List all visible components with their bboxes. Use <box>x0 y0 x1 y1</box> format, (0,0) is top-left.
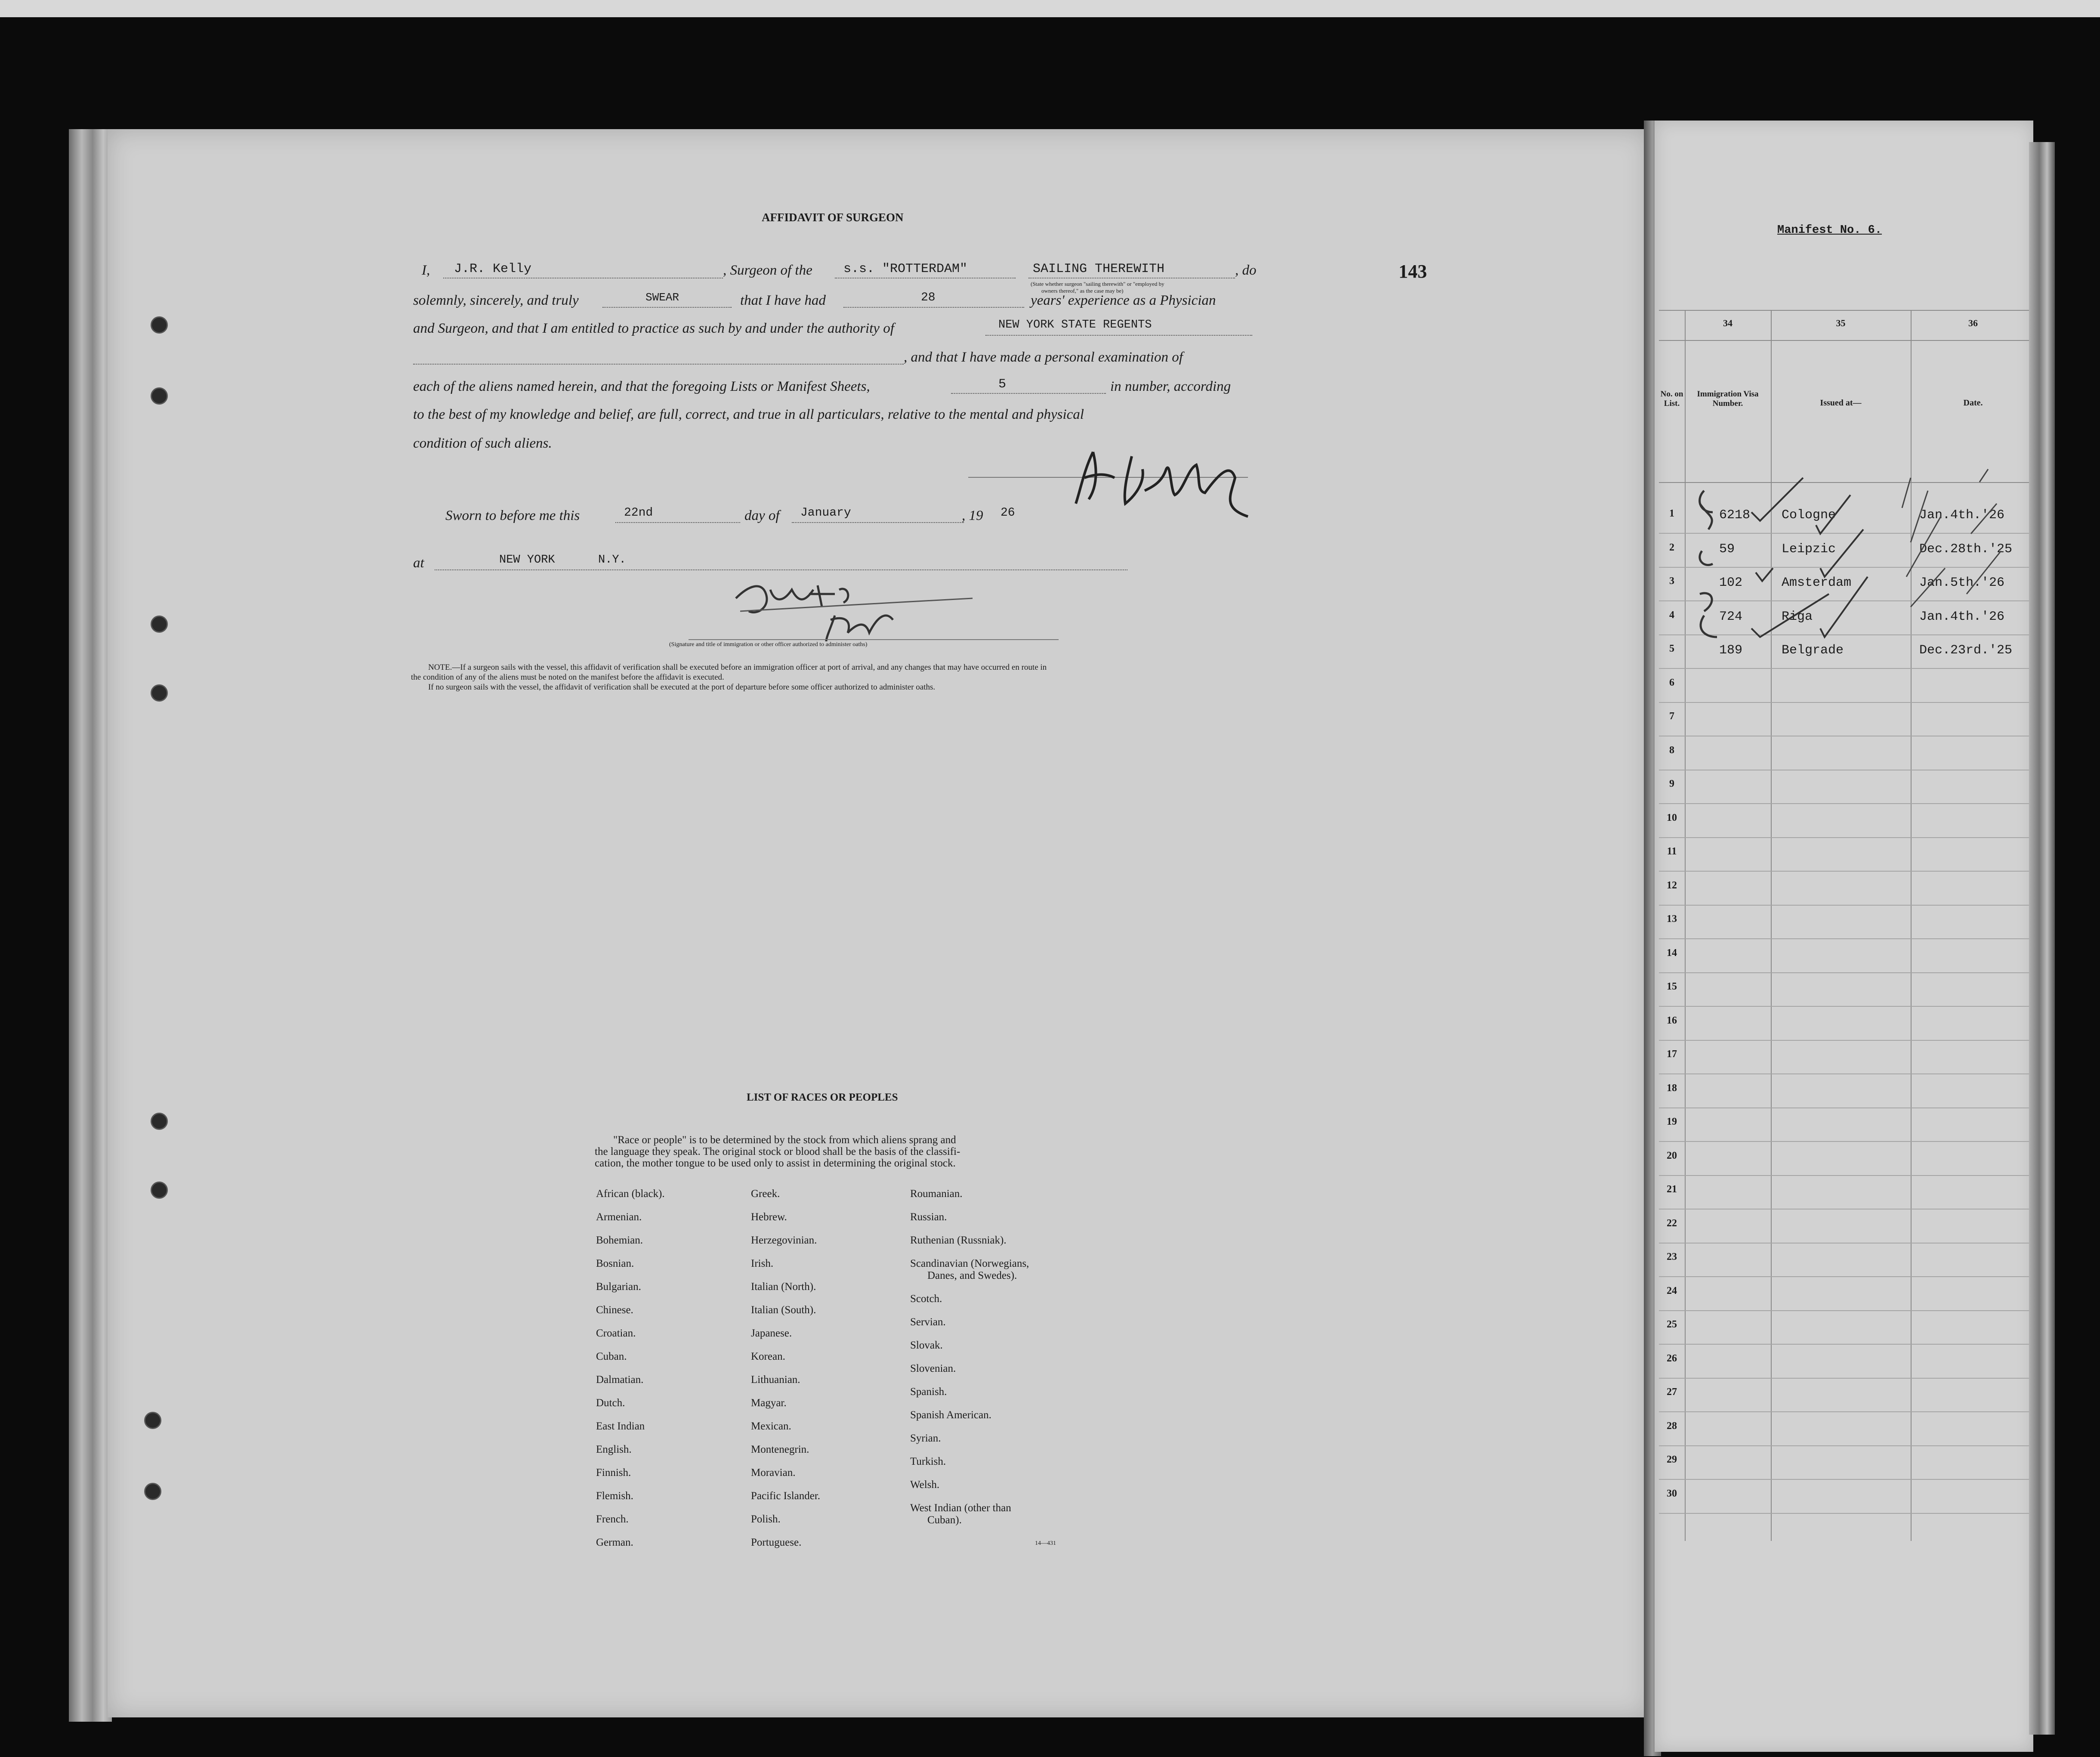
row-number: 5 <box>1669 643 1674 654</box>
row-rule <box>1659 1073 2029 1074</box>
row-rule <box>1659 1175 2029 1176</box>
row-number: 27 <box>1667 1386 1677 1398</box>
binder-hole <box>151 387 168 405</box>
at-place: NEW YORK <box>499 554 555 566</box>
row-rule <box>1659 1445 2029 1446</box>
row-rule <box>1659 1040 2029 1041</box>
row-rule <box>1659 1513 2029 1514</box>
officer-caption: (Signature and title of immigration or other officer authorized to administer oaths) <box>669 641 868 648</box>
race-entry: Bohemian. <box>596 1234 643 1246</box>
race-entry: Irish. <box>751 1258 774 1269</box>
header-issued-at: Issued at— <box>1820 398 1862 408</box>
race-entry: Moravian. <box>751 1467 796 1479</box>
binder-hole <box>151 684 168 702</box>
visa-number: 724 <box>1719 609 1743 624</box>
oath-type: SWEAR <box>645 291 679 304</box>
race-entry: Turkish. <box>910 1456 946 1467</box>
visa-number: 6218 <box>1719 508 1751 523</box>
races-intro-2: the language they speak. The original stock or blood shall be the basis of the classifi- <box>595 1146 960 1157</box>
races-intro-1: "Race or people" is to be determined by the stock from which aliens sprang and <box>613 1134 956 1146</box>
race-entry: Scotch. <box>910 1293 942 1305</box>
at-prefix: at <box>413 555 424 571</box>
row-rule <box>1659 1411 2029 1412</box>
race-entry: Russian. <box>910 1211 947 1223</box>
binder-hole <box>151 1182 168 1199</box>
sworn-month: January <box>800 506 851 520</box>
page-stack-right <box>2029 142 2055 1735</box>
ship-name: "ROTTERDAM" <box>882 262 968 276</box>
row-number: 24 <box>1667 1285 1677 1296</box>
row-rule <box>1659 938 2029 939</box>
row-rule <box>1659 1310 2029 1311</box>
race-entry: West Indian (other than <box>910 1502 1011 1514</box>
row-number: 19 <box>1667 1116 1677 1127</box>
sworn-year-prefix: , 19 <box>962 508 983 523</box>
officer-signature <box>723 572 1003 646</box>
row-number: 11 <box>1667 846 1677 857</box>
sailing-note-1: (State whether surgeon "sailing therewith" or "employed by <box>1031 281 1164 287</box>
line5-suffix: in number, according <box>1110 379 1231 394</box>
row-number: 28 <box>1667 1420 1677 1432</box>
issued-at: Riga <box>1782 609 1813 624</box>
ship-prefix: s.s. <box>843 262 875 276</box>
manifest-label: Manifest No. 6. <box>1777 224 1882 237</box>
row-rule <box>1659 905 2029 906</box>
race-entry: Spanish American. <box>910 1409 991 1421</box>
scanner-edge <box>0 0 2100 17</box>
race-entry: Armenian. <box>596 1211 642 1223</box>
line5-prefix: each of the aliens named herein, and that the foregoing Lists or Manifest Sheets, <box>413 379 870 394</box>
row-number: 18 <box>1667 1082 1677 1094</box>
col-number-35: 35 <box>1836 318 1846 328</box>
row-number: 10 <box>1667 812 1677 823</box>
surgeon-name: J.R. Kelly <box>454 262 532 276</box>
race-entry: Dalmatian. <box>596 1374 644 1386</box>
line3-text: and Surgeon, and that I am entitled to practice as such by and under the authority of <box>413 321 894 336</box>
race-entry: Pacific Islander. <box>751 1490 821 1502</box>
race-entry: Dutch. <box>596 1397 625 1409</box>
race-entry: Lithuanian. <box>751 1374 800 1386</box>
line1-prefix: I, <box>422 263 430 278</box>
affidavit-title: AFFIDAVIT OF SURGEON <box>762 211 904 224</box>
race-entry: Spanish. <box>910 1386 947 1398</box>
row-number: 25 <box>1667 1319 1677 1330</box>
header-no-on-list: No. on List. <box>1660 390 1683 408</box>
row-rule <box>1659 1006 2029 1007</box>
visa-number: 189 <box>1719 643 1743 658</box>
binder-hole <box>151 616 168 633</box>
row-rule <box>1659 972 2029 973</box>
issue-date: Dec.23rd.'25 <box>1919 643 2013 658</box>
years-experience: 28 <box>921 291 936 304</box>
authority: NEW YORK STATE REGENTS <box>998 319 1152 331</box>
race-entry: Servian. <box>910 1316 946 1328</box>
sheet-count: 5 <box>998 377 1007 392</box>
race-entry: English. <box>596 1444 632 1455</box>
race-entry: East Indian <box>596 1420 645 1432</box>
row-number: 6 <box>1669 677 1674 688</box>
visa-number: 59 <box>1719 541 1735 557</box>
race-entry: Montenegrin. <box>751 1444 809 1455</box>
line2-suffix: years' experience as a Physician <box>1031 293 1216 308</box>
race-entry: Korean. <box>751 1351 785 1362</box>
sailing-status: SAILING THEREWITH <box>1033 262 1165 276</box>
row-number: 23 <box>1667 1251 1677 1262</box>
race-entry: Bosnian. <box>596 1258 634 1269</box>
race-entry: Slovak. <box>910 1339 943 1351</box>
races-title: LIST OF RACES OR PEOPLES <box>747 1092 898 1103</box>
binder-hole <box>151 1113 168 1130</box>
issued-at: Belgrade <box>1782 643 1844 658</box>
at-state: N.Y. <box>598 554 626 566</box>
race-entry: Italian (South). <box>751 1304 816 1316</box>
page-number: 143 <box>1399 261 1427 282</box>
right-page <box>1655 121 2033 1752</box>
race-entry: French. <box>596 1513 629 1525</box>
race-entry: German. <box>596 1537 633 1548</box>
row-number: 29 <box>1667 1454 1677 1465</box>
line6-text: to the best of my knowledge and belief, are full, correct, and true in all particulars, relative to the mental and physical <box>413 407 1084 422</box>
row-number: 4 <box>1669 609 1674 621</box>
binder-hole <box>144 1412 161 1429</box>
line4-text: , and that I have made a personal examination of <box>904 350 1183 365</box>
race-entry: Roumanian. <box>910 1188 963 1200</box>
races-intro-3: cation, the mother tongue to be used only to assist in determining the original stock. <box>595 1157 956 1169</box>
page-stack-left <box>69 129 112 1722</box>
issued-at: Leipzic <box>1782 541 1836 557</box>
row-number: 1 <box>1669 508 1674 519</box>
surgeon-of-the: , Surgeon of the <box>723 263 812 278</box>
row-number: 15 <box>1667 981 1677 992</box>
race-entry: African (black). <box>596 1188 665 1200</box>
inspector-check-marks <box>1687 465 2023 689</box>
race-entry: Croatian. <box>596 1327 636 1339</box>
row-rule <box>1659 1141 2029 1142</box>
col-number-36: 36 <box>1968 318 1978 328</box>
race-entry: Welsh. <box>910 1479 940 1491</box>
race-entry: Chinese. <box>596 1304 633 1316</box>
row-number: 12 <box>1667 879 1677 891</box>
race-entry: Slovenian. <box>910 1363 956 1374</box>
race-entry: Ruthenian (Russniak). <box>910 1234 1007 1246</box>
binder-hole <box>151 316 168 334</box>
race-entry: Flemish. <box>596 1490 633 1502</box>
race-entry: Italian (North). <box>751 1281 816 1293</box>
header-date: Date. <box>1963 398 1983 408</box>
row-rule <box>1659 1243 2029 1244</box>
visa-number: 102 <box>1719 575 1743 590</box>
race-entry: Cuban). <box>927 1514 962 1526</box>
race-entry: Bulgarian. <box>596 1281 641 1293</box>
sailing-note-2: owners thereof," as the case may be) <box>1041 288 1124 294</box>
issue-date: Jan.5th.'26 <box>1919 575 2005 590</box>
race-entry: Danes, and Swedes). <box>927 1270 1017 1281</box>
race-entry: Mexican. <box>751 1420 791 1432</box>
row-number: 26 <box>1667 1352 1677 1364</box>
race-entry: Japanese. <box>751 1327 792 1339</box>
form-number: 14—431 <box>1035 1540 1056 1547</box>
issue-date: Jan.4th.'26 <box>1919 609 2005 624</box>
row-rule <box>1659 1344 2029 1345</box>
row-number: 13 <box>1667 913 1677 925</box>
note-line-1: NOTE.—If a surgeon sails with the vessel, this affidavit of verification shall be executed before an immigration officer at port of arrival, and any changes that may have occurred en route in <box>428 663 1047 672</box>
col-number-34: 34 <box>1723 318 1732 328</box>
row-rule <box>1659 1276 2029 1277</box>
race-entry: Syrian. <box>910 1432 941 1444</box>
line2-mid: that I have had <box>740 293 826 308</box>
race-entry: Finnish. <box>596 1467 631 1479</box>
left-page <box>108 129 1648 1717</box>
row-number: 2 <box>1669 541 1674 553</box>
issue-date: Jan.4th.'26 <box>1919 508 2005 523</box>
do-text: , do <box>1235 263 1257 278</box>
note-line-2: the condition of any of the aliens must be noted on the manifest before the affidavit is executed. <box>411 673 724 682</box>
race-entry: Scandinavian (Norwegians, <box>910 1258 1029 1269</box>
race-entry: Portuguese. <box>751 1537 802 1548</box>
issued-at: Cologne <box>1782 508 1836 523</box>
row-number: 21 <box>1667 1184 1677 1195</box>
race-entry: Hebrew. <box>751 1211 787 1223</box>
sworn-day: 22nd <box>624 506 653 520</box>
row-rule <box>1659 1107 2029 1108</box>
race-entry: Herzegovinian. <box>751 1234 817 1246</box>
race-entry: Polish. <box>751 1513 781 1525</box>
row-rule <box>1659 837 2029 838</box>
row-number: 14 <box>1667 947 1677 959</box>
line7-text: condition of such aliens. <box>413 436 552 451</box>
row-number: 30 <box>1667 1488 1677 1499</box>
race-entry: Cuban. <box>596 1351 627 1362</box>
binder-hole <box>144 1483 161 1500</box>
row-rule <box>1659 702 2029 703</box>
surgeon-signature <box>1067 443 1265 521</box>
header-visa-number: Immigration Visa Number. <box>1697 390 1759 408</box>
row-number: 8 <box>1669 744 1674 756</box>
row-number: 16 <box>1667 1015 1677 1026</box>
row-number: 22 <box>1667 1217 1677 1229</box>
row-number: 17 <box>1667 1049 1677 1060</box>
row-number: 3 <box>1669 575 1674 587</box>
issued-at: Amsterdam <box>1782 575 1852 590</box>
sworn-prefix: Sworn to before me this <box>445 508 580 523</box>
row-rule <box>1659 871 2029 872</box>
issue-date: Dec.28th.'25 <box>1919 541 2013 557</box>
row-number: 9 <box>1669 778 1674 789</box>
race-entry: Greek. <box>751 1188 780 1200</box>
row-rule <box>1659 1479 2029 1480</box>
note-line-3: If no surgeon sails with the vessel, the affidavit of verification shall be executed at the port of departure before some officer authorized to administer oaths. <box>428 683 936 692</box>
row-number: 20 <box>1667 1150 1677 1161</box>
line2-prefix: solemnly, sincerely, and truly <box>413 293 579 308</box>
sworn-day-of: day of <box>744 508 780 523</box>
sworn-year: 26 <box>1001 506 1015 520</box>
race-entry: Magyar. <box>751 1397 787 1409</box>
row-number: 7 <box>1669 711 1674 722</box>
row-rule <box>1659 1378 2029 1379</box>
row-rule <box>1659 803 2029 804</box>
